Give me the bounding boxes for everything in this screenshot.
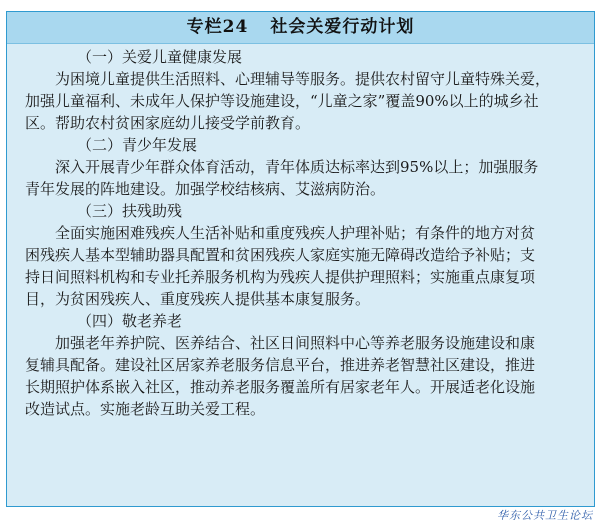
paragraph-line: 改造试点。实施老龄互助关爱工程。 [25,400,266,418]
paragraph-line: 长期照护体系嵌入社区，推动养老服务覆盖所有居家老年人。开展适老化设施 [25,378,536,396]
paragraph-line: 青年发展的阵地建设。加强学校结核病、艾滋病防治。 [25,180,386,198]
paragraph-line: 复辅具配备。建设社区居家养老服务信息平台，推进养老智慧社区建设，推进 [25,356,536,374]
paragraph-line: 加强儿童福利、未成年人保护等设施建设，“儿童之家”覆盖90%以上的城乡社 [25,92,539,110]
paragraph-line: 加强老年养护院、医养结合、社区日间照料中心等养老服务设施建设和康 [55,334,536,352]
paragraph-line: 全面实施困难残疾人生活补贴和重度残疾人护理补贴；有条件的地方对贫 [55,224,536,242]
section-heading: （三）扶残助残 [77,202,183,220]
box-content [25,46,583,420]
box-title-bar [7,12,594,44]
paragraph-line: 目，为贫困残疾人、重度残疾人提供基本康复服务。 [25,290,371,308]
paragraph-line: 区。帮助农村贫困家庭幼儿接受学前教育。 [25,114,311,132]
section-heading: （一）关爱儿童健康发展 [77,48,243,66]
feature-box [6,11,595,507]
watermark: 华东公共卫生论坛 [497,509,593,522]
section-heading: （二）青少年发展 [77,136,198,154]
box-title-text: 社会关爱行动计划 [270,17,415,37]
section-heading: （四）敬老养老 [77,312,183,330]
paragraph-line: 持日间照料机构和专业托养服务机构为残疾人提供护理照料；实施重点康复项 [25,268,536,286]
box-title-number: 专栏24 [186,17,249,37]
paragraph-line: 为困境儿童提供生活照料、心理辅导等服务。提供农村留守儿童特殊关爱， [55,70,551,88]
paragraph-line: 深入开展青少年群众体育活动，青年体质达标率达到95%以上；加强服务 [55,158,539,176]
paragraph-line: 困残疾人基本型辅助器具配置和贫困残疾人家庭实施无障碍改造给予补贴；支 [25,246,536,264]
